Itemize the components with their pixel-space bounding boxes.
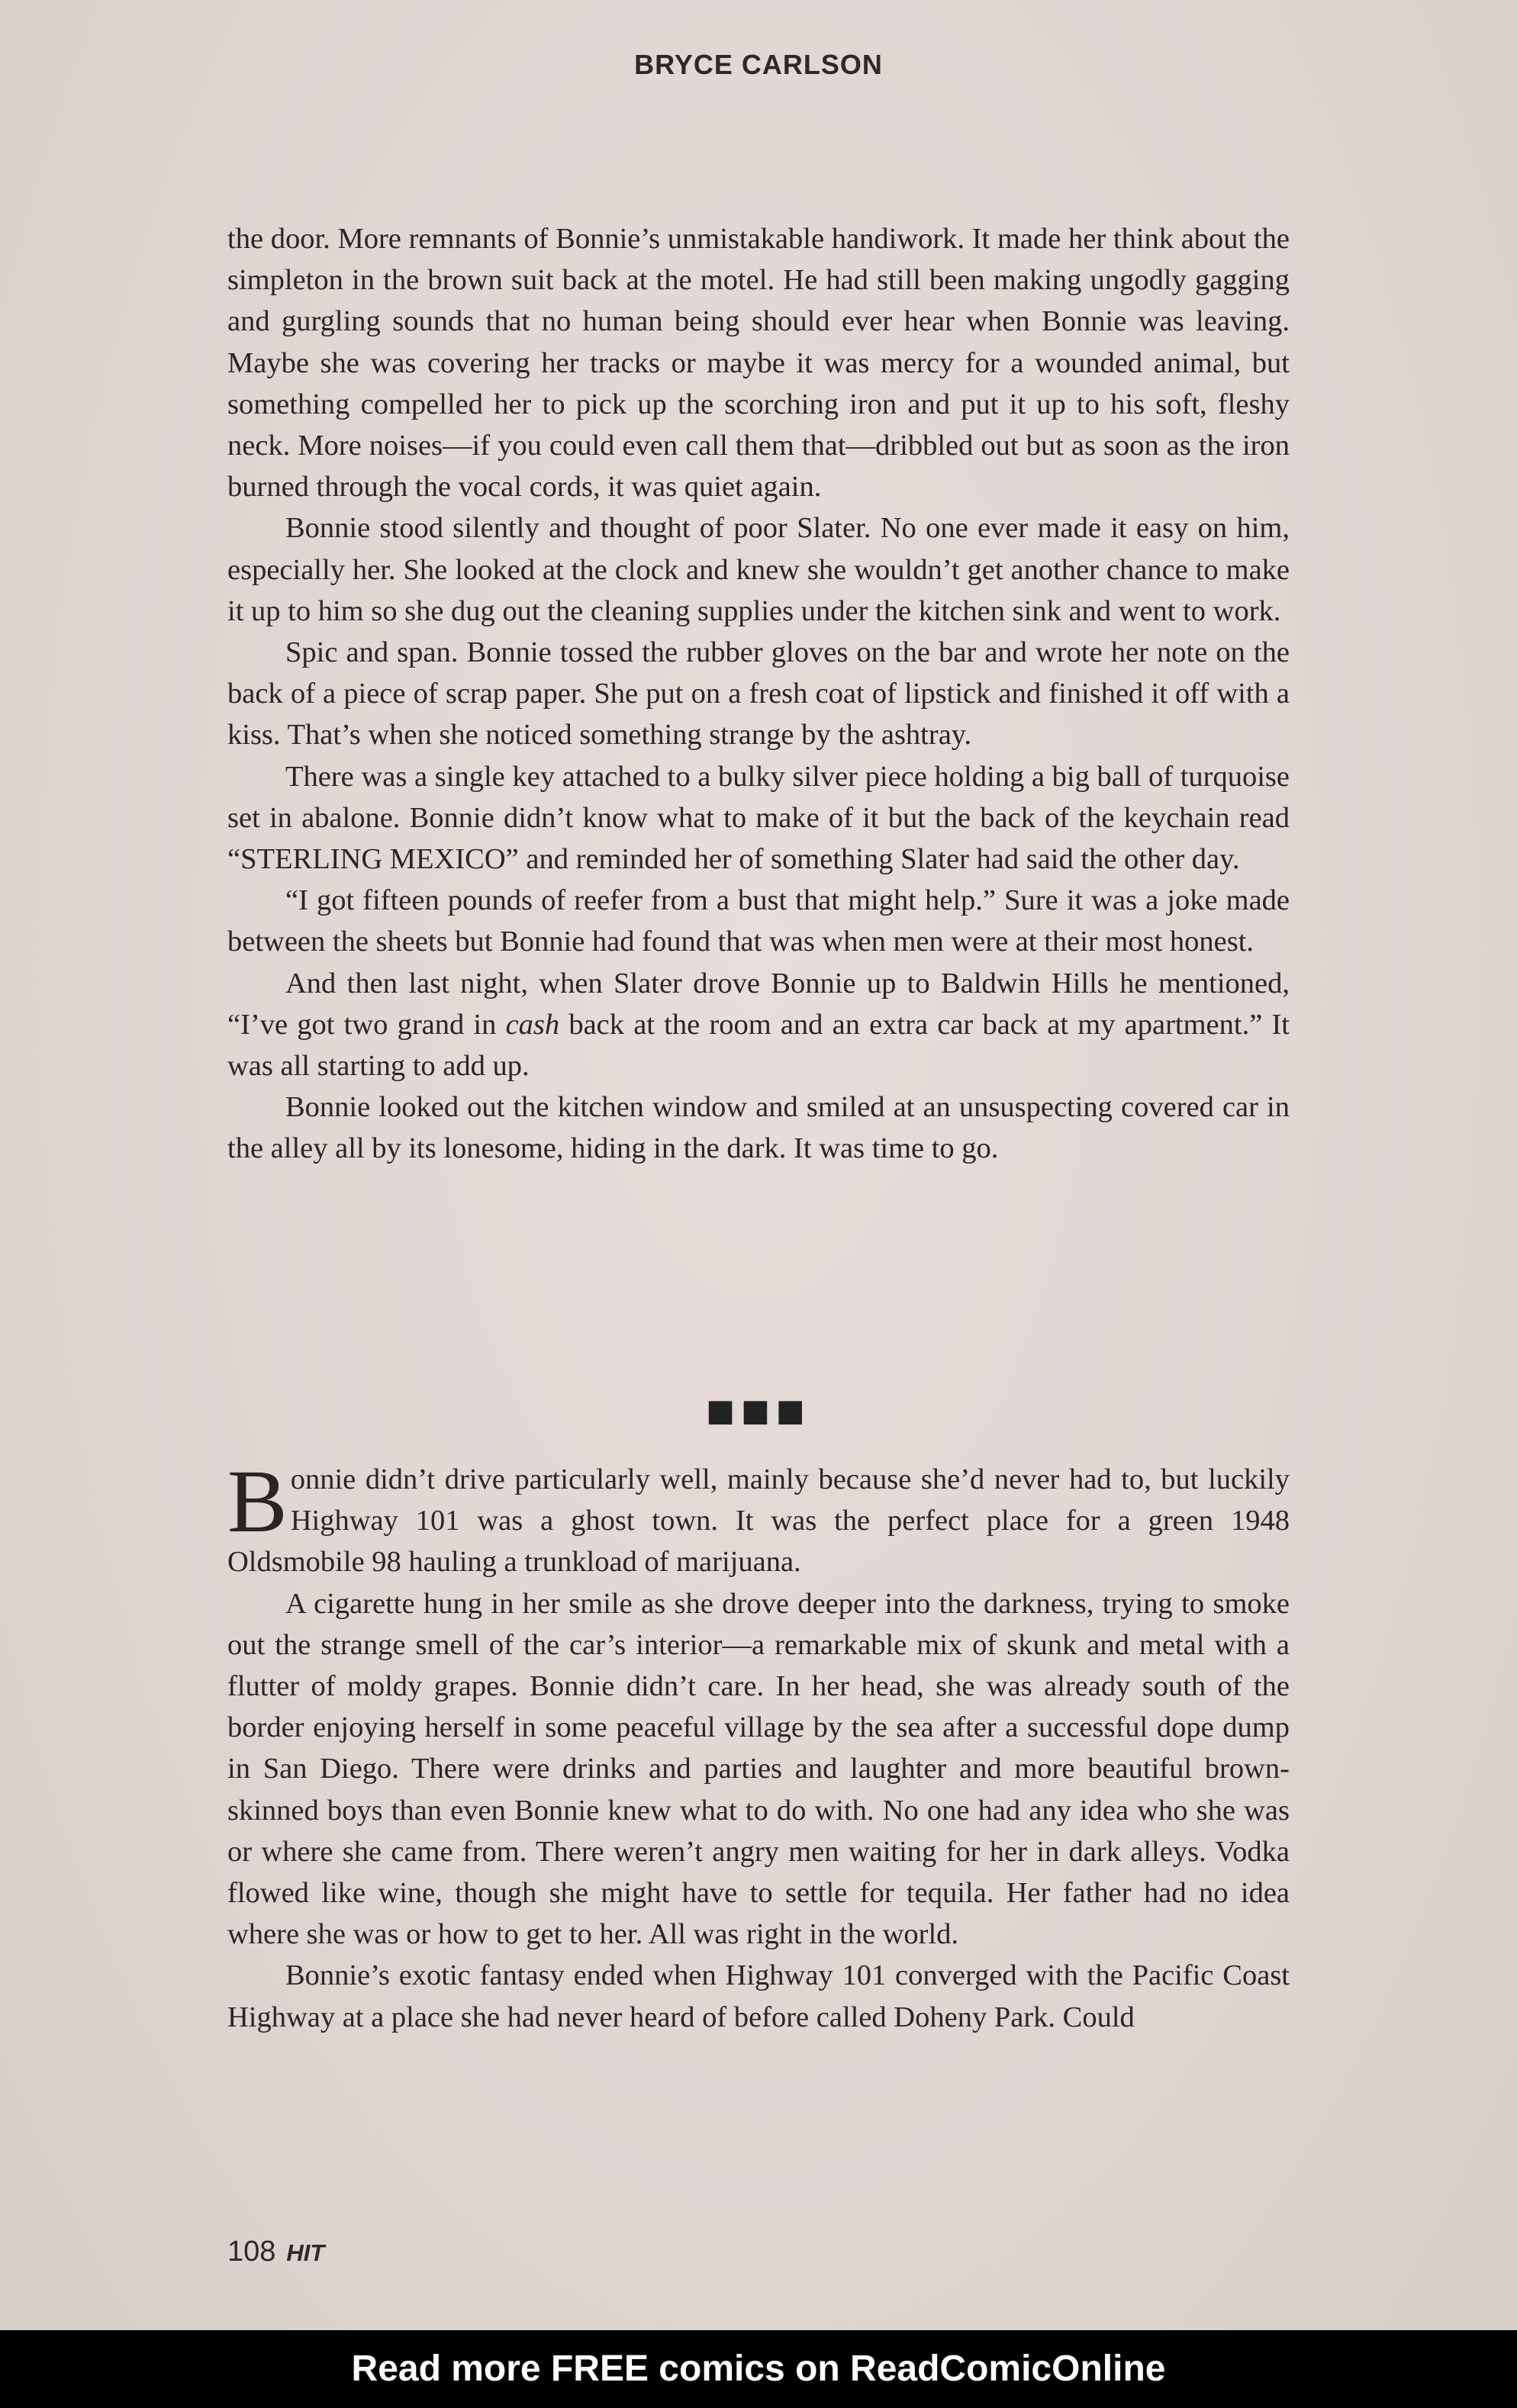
paragraph (227, 963, 1290, 1087)
paragraph: Bonnie stood silently and thought of poor Slater. No one ever made it easy on him, especially her. She looked at the clock and knew she wouldn’t get another chance to make it up to him so she dug out the cleaning supplies under the kitchen sink and went to work. (227, 512, 1290, 627)
paragraph: the door. More remnants of Bonnie’s unmistakable handiwork. It made her think about the simpleton in the brown suit back at the motel. He had still been making ungodly gagging and gurgling sounds that no human being should ever hear when Bonnie was leaving. Maybe she was covering her tracks or maybe it was mercy for a wounded animal, but something compelled her to pick up the scorching iron and put it up to his soft, fleshy neck. More noises—if you could even call them that—dribbled out but as soon as the iron burned through the vocal cords, it was quiet again. (227, 223, 1290, 504)
body-text-section-1 (227, 218, 1290, 1170)
paragraph: Bonnie looked out the kitchen window and smiled at an unsuspecting covered car in the alley all by its lonesome, hiding in the dark. It was time to go. (227, 1091, 1290, 1165)
promo-banner[interactable]: Read more FREE comics on ReadComicOnline (0, 2330, 1517, 2408)
book-title: HIT (286, 2239, 325, 2266)
paragraph-text: back at the room and an extra car back at my apartment.” It was all starting to add up. (227, 1008, 1290, 1083)
section-break-ornament: ■■■ (706, 1393, 811, 1428)
paragraph: A cigarette hung in her smile as she drove deeper into the darkness, trying to smoke out the strange smell of the car’s interior—a remarkable mix of skunk and metal with a flutter of moldy grapes. Bonnie didn’t care. In her head, she was already south of the border enjoying herself in some peaceful village by the sea after a successful dope dump in San Diego. There were drinks and parties and laughter and more beautiful brown-skinned boys than even Bonnie knew what to do with. No one had any idea who she was or where she came from. There weren’t angry men waiting for her in dark alleys. Vodka flowed like wine, though she might have to settle for tequila. Her father had no idea where she was or how to get to her. All was right in the world. (227, 1587, 1290, 1951)
page-footer (227, 2236, 324, 2268)
paragraph (227, 1451, 1290, 1583)
paragraph: There was a single key attached to a bulky silver piece holding a big ball of turquoise set in abalone. Bonnie didn’t know what to make of it but the back of the keychain read “STERLING MEXICO” and reminded her of something Slater had said the other day. (227, 760, 1290, 876)
paragraph: Bonnie’s exotic fantasy ended when Highway 101 converged with the Pacific Coast Highway at a place she had never heard of before called Doheny Park. Could (227, 1959, 1290, 2033)
drop-cap: B (227, 1451, 288, 1551)
paragraph: “I got fifteen pounds of reefer from a bust that might help.” Sure it was a joke made between the sheets but Bonnie had found that was when men were at their most honest. (227, 884, 1290, 958)
running-head-author: BRYCE CARLSON (634, 49, 883, 80)
paragraph-text: And then last night, when Slater drove Bonnie up to Baldwin Hills he mentioned, “I’ve got two grand in (227, 967, 1290, 1041)
italic-word: cash (505, 1008, 560, 1041)
paragraph: Spic and span. Bonnie tossed the rubber gloves on the bar and wrote her note on the back of a piece of scrap paper. She put on a fresh coat of lipstick and finished it off with a kiss. That’s when she noticed something strange by the ashtray. (227, 636, 1290, 752)
page-number: 108 (227, 2236, 276, 2268)
paragraph-text: onnie didn’t drive particularly well, mainly because she’d never had to, but luckily Highway 101 was a ghost town. It was the perfect place for a green 1948 Oldsmobile 98 hauling a trunkload of marijuana. (227, 1463, 1290, 1579)
body-text-section-2 (227, 1451, 1290, 2038)
